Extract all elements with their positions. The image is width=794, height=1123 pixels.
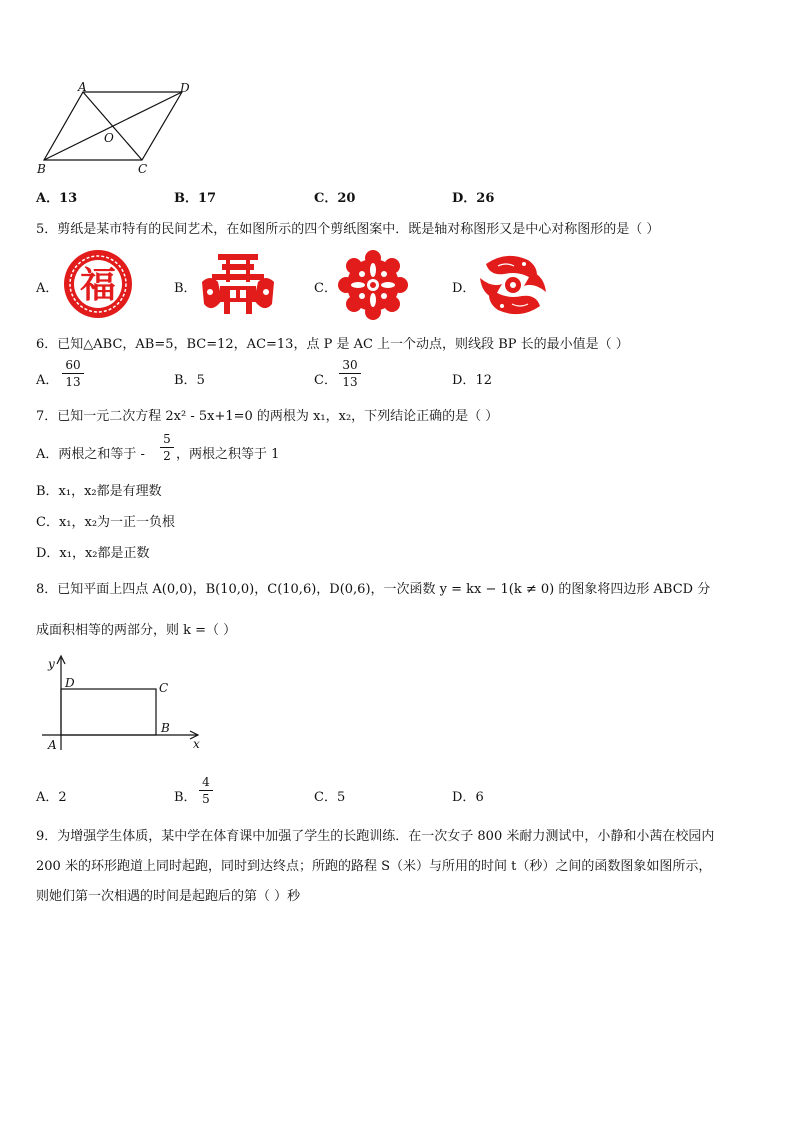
label-a: A <box>78 80 87 94</box>
q9-stem-line3: 则她们第一次相遇的时间是起跑后的第（ ）秒 <box>36 889 301 904</box>
label-d: D <box>65 676 75 690</box>
double-happiness-papercut-image[interactable] <box>200 252 276 316</box>
option-letter: D． <box>452 790 476 805</box>
q4-option-b[interactable] <box>174 187 216 206</box>
q5-option-d-letter[interactable]: D． <box>452 281 476 296</box>
q4-option-d[interactable] <box>452 187 494 206</box>
label-b: B <box>161 721 170 735</box>
q8-option-b-fraction[interactable] <box>199 775 213 806</box>
option-value: 17 <box>198 191 217 206</box>
q7-option-c[interactable]: C．x₁，x₂为一正一负根 <box>36 515 176 530</box>
q7-option-a-fraction <box>160 432 174 463</box>
q8-stem-line1: 8．已知平面上四点 A(0,0)，B(10,0)，C(10,6)，D(0,6)，一次函数 y = kx − 1(k ≠ 0) 的图象将四边形 ABCD 分 <box>36 582 711 597</box>
fish-papercut-image[interactable] <box>476 248 550 322</box>
q4-parallelogram-figure <box>34 80 224 178</box>
option-value: 5 <box>336 790 346 805</box>
q8-stem-line2: 成面积相等的两部分，则 k =（ ） <box>36 623 237 638</box>
q9-stem-line1: 9．为增强学生体质，某中学在体育课中加强了学生的长跑训练．在一次女子 800 米耐力测试中，小静和小茜在校园内 <box>36 829 715 844</box>
label-a: A <box>48 738 57 752</box>
option-value: 6 <box>475 790 484 805</box>
q6-option-a-fraction[interactable] <box>62 358 84 389</box>
option-value: 26 <box>476 191 495 206</box>
q7-option-a-prefix[interactable]: A．两根之和等于 - <box>36 447 145 462</box>
fraction-numerator: 60 <box>65 358 81 372</box>
q7-stem: 7．已知一元二次方程 2x² - 5x+1=0 的两根为 x₁，x₂，下列结论正确的是（ ） <box>36 409 499 424</box>
rectangle-abcd <box>61 689 156 735</box>
diagonal-bd <box>44 92 182 160</box>
fraction-numerator: 30 <box>342 358 358 372</box>
fraction-bar <box>62 373 84 374</box>
flower-papercut-image[interactable] <box>338 250 408 320</box>
option-letter: A． <box>36 790 59 805</box>
q8-option-b-letter[interactable]: B． <box>174 790 197 805</box>
q6-option-a-letter[interactable]: A． <box>36 373 59 388</box>
label-b: B <box>37 162 46 176</box>
option-value: 12 <box>475 373 492 388</box>
option-letter: B． <box>174 373 197 388</box>
fu-character-papercut-image[interactable] <box>62 248 134 320</box>
option-letter: A． <box>36 191 60 206</box>
q6-option-b[interactable] <box>174 369 205 388</box>
q9-stem-line2: 200 米的环形跑道上同时起跑，同时到达终点；所跑的路程 S（米）与所用的时间 t（秒）之间的函数图象如图所示， <box>36 859 712 874</box>
fraction-denominator: 5 <box>202 792 210 806</box>
q5-option-b-letter[interactable]: B． <box>174 281 197 296</box>
fraction-denominator: 13 <box>65 375 81 389</box>
option-letter: D． <box>452 373 476 388</box>
q7-option-d[interactable]: D．x₁，x₂都是正数 <box>36 546 150 561</box>
fraction-numerator: 5 <box>163 432 171 446</box>
q6-option-d[interactable] <box>452 369 492 388</box>
label-d: D <box>180 81 190 95</box>
q4-option-a[interactable] <box>36 187 77 206</box>
q5-option-c-letter[interactable]: C． <box>314 281 337 296</box>
q6-stem: 6．已知△ABC，AB=5，BC=12，AC=13，点 P 是 AC 上一个动点，则线段 BP 长的最小值是（ ） <box>36 337 629 352</box>
option-letter: D． <box>452 191 477 206</box>
q7-option-b[interactable]: B．x₁，x₂都是有理数 <box>36 484 162 499</box>
option-value: 20 <box>337 191 356 206</box>
q6-option-c-fraction[interactable] <box>339 358 361 389</box>
q5-option-a-letter[interactable]: A． <box>36 281 59 296</box>
q5-stem: 5．剪纸是某市特有的民间艺术，在如图所示的四个剪纸图案中．既是轴对称图形又是中心对称图形的是（ ） <box>36 222 660 237</box>
option-letter: C． <box>314 790 337 805</box>
fraction-bar <box>199 790 213 791</box>
fraction-denominator: 13 <box>342 375 358 389</box>
option-letter: C． <box>314 191 338 206</box>
label-o: O <box>104 131 114 145</box>
q7-option-a-suffix: ，两根之积等于 1 <box>176 447 280 462</box>
q8-option-a[interactable] <box>36 786 67 805</box>
q6-option-c-letter[interactable]: C． <box>314 373 337 388</box>
q8-coordinate-figure <box>40 652 210 752</box>
label-x: x <box>193 737 200 751</box>
option-value: 2 <box>58 790 67 805</box>
label-y: y <box>48 657 55 671</box>
q4-option-c[interactable] <box>314 187 355 206</box>
fraction-numerator: 4 <box>202 775 210 789</box>
fu-character: 福 <box>79 264 117 306</box>
q8-option-c[interactable] <box>314 786 345 805</box>
option-value: 5 <box>196 373 205 388</box>
fraction-bar <box>339 373 361 374</box>
label-c: C <box>138 162 148 176</box>
option-letter: B． <box>174 191 198 206</box>
fraction-denominator: 2 <box>163 449 171 463</box>
fraction-bar <box>160 447 174 448</box>
q8-option-d[interactable] <box>452 786 484 805</box>
label-c: C <box>159 681 169 695</box>
option-value: 13 <box>59 191 78 206</box>
